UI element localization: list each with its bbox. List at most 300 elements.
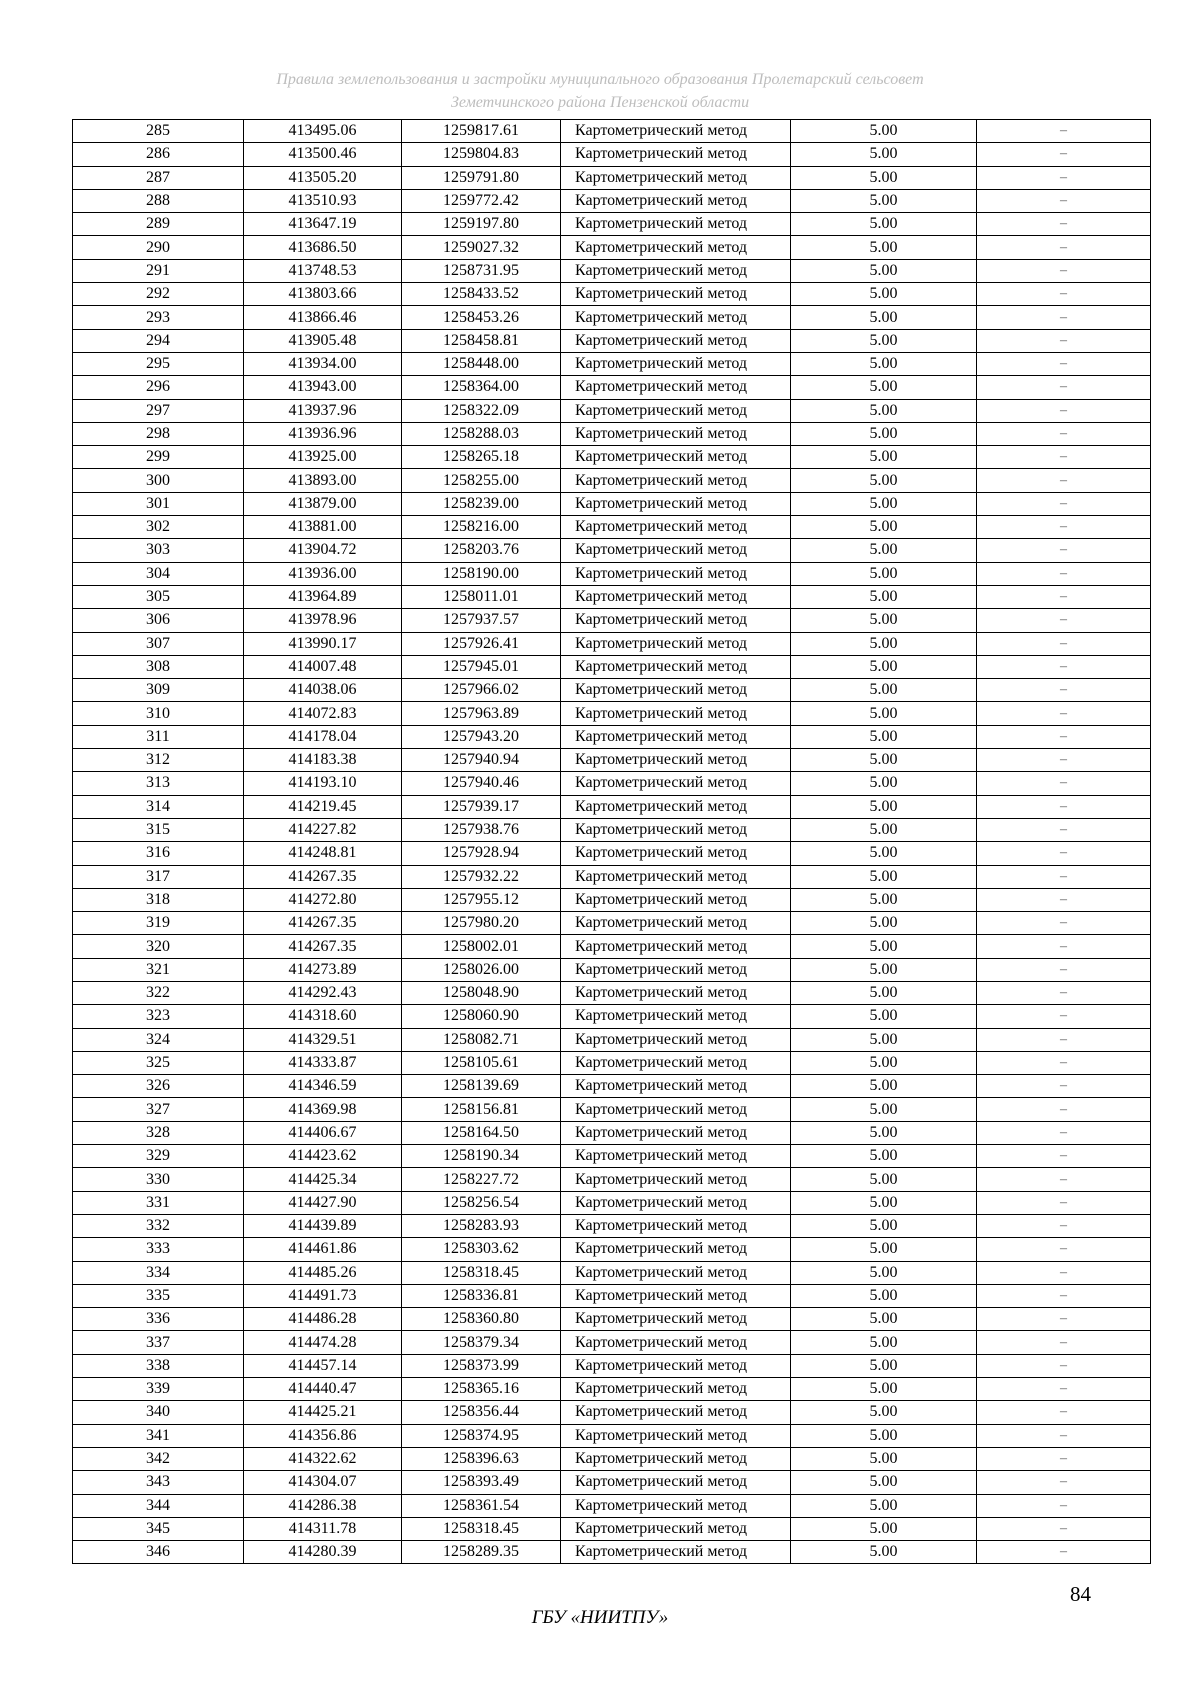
point-number-cell: 306 xyxy=(73,609,244,632)
x-coordinate-cell: 414292.43 xyxy=(244,981,402,1004)
table-row xyxy=(73,1284,1151,1307)
note-cell: – xyxy=(977,1168,1151,1191)
point-number-cell: 300 xyxy=(73,469,244,492)
x-coordinate-cell: 413937.96 xyxy=(244,399,402,422)
point-number-cell: 318 xyxy=(73,888,244,911)
point-number-cell: 322 xyxy=(73,981,244,1004)
y-coordinate-cell: 1259027.32 xyxy=(402,236,561,259)
accuracy-cell: 5.00 xyxy=(791,818,977,841)
table-row xyxy=(73,1238,1151,1261)
accuracy-cell: 5.00 xyxy=(791,981,977,1004)
accuracy-cell: 5.00 xyxy=(791,492,977,515)
method-cell: Картометрический метод xyxy=(561,1517,791,1540)
x-coordinate-cell: 414333.87 xyxy=(244,1051,402,1074)
note-cell: – xyxy=(977,120,1151,143)
note-cell: – xyxy=(977,469,1151,492)
accuracy-cell: 5.00 xyxy=(791,236,977,259)
method-cell: Картометрический метод xyxy=(561,1098,791,1121)
accuracy-cell: 5.00 xyxy=(791,259,977,282)
y-coordinate-cell: 1258448.00 xyxy=(402,352,561,375)
x-coordinate-cell: 414346.59 xyxy=(244,1075,402,1098)
y-coordinate-cell: 1258283.93 xyxy=(402,1214,561,1237)
method-cell: Картометрический метод xyxy=(561,1075,791,1098)
table-row xyxy=(73,1471,1151,1494)
table-row xyxy=(73,888,1151,911)
accuracy-cell: 5.00 xyxy=(791,1028,977,1051)
accuracy-cell: 5.00 xyxy=(791,1541,977,1564)
table-row xyxy=(73,1424,1151,1447)
accuracy-cell: 5.00 xyxy=(791,562,977,585)
x-coordinate-cell: 414072.83 xyxy=(244,702,402,725)
note-cell: – xyxy=(977,422,1151,445)
method-cell: Картометрический метод xyxy=(561,516,791,539)
point-number-cell: 296 xyxy=(73,376,244,399)
note-cell: – xyxy=(977,1284,1151,1307)
method-cell: Картометрический метод xyxy=(561,213,791,236)
accuracy-cell: 5.00 xyxy=(791,1424,977,1447)
note-cell: – xyxy=(977,981,1151,1004)
note-cell: – xyxy=(977,1145,1151,1168)
x-coordinate-cell: 413978.96 xyxy=(244,609,402,632)
note-cell: – xyxy=(977,1471,1151,1494)
y-coordinate-cell: 1259772.42 xyxy=(402,189,561,212)
y-coordinate-cell: 1258322.09 xyxy=(402,399,561,422)
table-row xyxy=(73,1075,1151,1098)
note-cell: – xyxy=(977,376,1151,399)
x-coordinate-cell: 414311.78 xyxy=(244,1517,402,1540)
accuracy-cell: 5.00 xyxy=(791,1214,977,1237)
table-row xyxy=(73,1214,1151,1237)
method-cell: Картометрический метод xyxy=(561,492,791,515)
x-coordinate-cell: 414461.86 xyxy=(244,1238,402,1261)
y-coordinate-cell: 1258379.34 xyxy=(402,1331,561,1354)
x-coordinate-cell: 414457.14 xyxy=(244,1354,402,1377)
y-coordinate-cell: 1258458.81 xyxy=(402,329,561,352)
method-cell: Картометрический метод xyxy=(561,935,791,958)
y-coordinate-cell: 1258361.54 xyxy=(402,1494,561,1517)
method-cell: Картометрический метод xyxy=(561,329,791,352)
page-header xyxy=(0,68,1200,114)
note-cell: – xyxy=(977,1191,1151,1214)
point-number-cell: 288 xyxy=(73,189,244,212)
table-row xyxy=(73,352,1151,375)
accuracy-cell: 5.00 xyxy=(791,539,977,562)
method-cell: Картометрический метод xyxy=(561,795,791,818)
accuracy-cell: 5.00 xyxy=(791,1075,977,1098)
y-coordinate-cell: 1258239.00 xyxy=(402,492,561,515)
method-cell: Картометрический метод xyxy=(561,189,791,212)
point-number-cell: 297 xyxy=(73,399,244,422)
table-row xyxy=(73,469,1151,492)
x-coordinate-cell: 414007.48 xyxy=(244,655,402,678)
y-coordinate-cell: 1258396.63 xyxy=(402,1447,561,1470)
y-coordinate-cell: 1258255.00 xyxy=(402,469,561,492)
accuracy-cell: 5.00 xyxy=(791,1401,977,1424)
x-coordinate-cell: 414427.90 xyxy=(244,1191,402,1214)
y-coordinate-cell: 1257943.20 xyxy=(402,725,561,748)
accuracy-cell: 5.00 xyxy=(791,1471,977,1494)
point-number-cell: 346 xyxy=(73,1541,244,1564)
method-cell: Картометрический метод xyxy=(561,1214,791,1237)
y-coordinate-cell: 1257928.94 xyxy=(402,842,561,865)
table-row xyxy=(73,1191,1151,1214)
point-number-cell: 340 xyxy=(73,1401,244,1424)
x-coordinate-cell: 414267.35 xyxy=(244,912,402,935)
x-coordinate-cell: 413510.93 xyxy=(244,189,402,212)
method-cell: Картометрический метод xyxy=(561,562,791,585)
method-cell: Картометрический метод xyxy=(561,702,791,725)
point-number-cell: 316 xyxy=(73,842,244,865)
y-coordinate-cell: 1258002.01 xyxy=(402,935,561,958)
method-cell: Картометрический метод xyxy=(561,585,791,608)
x-coordinate-cell: 414322.62 xyxy=(244,1447,402,1470)
y-coordinate-cell: 1258731.95 xyxy=(402,259,561,282)
method-cell: Картометрический метод xyxy=(561,1308,791,1331)
method-cell: Картометрический метод xyxy=(561,842,791,865)
table-row xyxy=(73,1517,1151,1540)
accuracy-cell: 5.00 xyxy=(791,352,977,375)
y-coordinate-cell: 1258356.44 xyxy=(402,1401,561,1424)
method-cell: Картометрический метод xyxy=(561,1145,791,1168)
method-cell: Картометрический метод xyxy=(561,1331,791,1354)
accuracy-cell: 5.00 xyxy=(791,1261,977,1284)
method-cell: Картометрический метод xyxy=(561,376,791,399)
table-row xyxy=(73,725,1151,748)
accuracy-cell: 5.00 xyxy=(791,725,977,748)
accuracy-cell: 5.00 xyxy=(791,1331,977,1354)
x-coordinate-cell: 414485.26 xyxy=(244,1261,402,1284)
point-number-cell: 326 xyxy=(73,1075,244,1098)
note-cell: – xyxy=(977,1121,1151,1144)
note-cell: – xyxy=(977,562,1151,585)
note-cell: – xyxy=(977,1401,1151,1424)
x-coordinate-cell: 413500.46 xyxy=(244,143,402,166)
table-row xyxy=(73,516,1151,539)
y-coordinate-cell: 1257937.57 xyxy=(402,609,561,632)
x-coordinate-cell: 414273.89 xyxy=(244,958,402,981)
note-cell: – xyxy=(977,166,1151,189)
accuracy-cell: 5.00 xyxy=(791,1051,977,1074)
table-row xyxy=(73,1028,1151,1051)
table-row xyxy=(73,1378,1151,1401)
point-number-cell: 345 xyxy=(73,1517,244,1540)
method-cell: Картометрический метод xyxy=(561,1471,791,1494)
accuracy-cell: 5.00 xyxy=(791,655,977,678)
x-coordinate-cell: 414423.62 xyxy=(244,1145,402,1168)
accuracy-cell: 5.00 xyxy=(791,166,977,189)
y-coordinate-cell: 1257932.22 xyxy=(402,865,561,888)
table-row xyxy=(73,1121,1151,1144)
note-cell: – xyxy=(977,585,1151,608)
method-cell: Картометрический метод xyxy=(561,1494,791,1517)
point-number-cell: 289 xyxy=(73,213,244,236)
y-coordinate-cell: 1257966.02 xyxy=(402,679,561,702)
point-number-cell: 333 xyxy=(73,1238,244,1261)
point-number-cell: 301 xyxy=(73,492,244,515)
method-cell: Картометрический метод xyxy=(561,352,791,375)
accuracy-cell: 5.00 xyxy=(791,143,977,166)
method-cell: Картометрический метод xyxy=(561,166,791,189)
x-coordinate-cell: 413748.53 xyxy=(244,259,402,282)
y-coordinate-cell: 1257938.76 xyxy=(402,818,561,841)
point-number-cell: 325 xyxy=(73,1051,244,1074)
accuracy-cell: 5.00 xyxy=(791,516,977,539)
note-cell: – xyxy=(977,772,1151,795)
accuracy-cell: 5.00 xyxy=(791,1517,977,1540)
accuracy-cell: 5.00 xyxy=(791,1447,977,1470)
page-footer: ГБУ «НИИТПУ» xyxy=(531,1607,669,1628)
method-cell: Картометрический метод xyxy=(561,143,791,166)
note-cell: – xyxy=(977,749,1151,772)
point-number-cell: 315 xyxy=(73,818,244,841)
table-row xyxy=(73,236,1151,259)
note-cell: – xyxy=(977,1098,1151,1121)
method-cell: Картометрический метод xyxy=(561,981,791,1004)
y-coordinate-cell: 1258156.81 xyxy=(402,1098,561,1121)
point-number-cell: 327 xyxy=(73,1098,244,1121)
x-coordinate-cell: 413866.46 xyxy=(244,306,402,329)
y-coordinate-cell: 1258360.80 xyxy=(402,1308,561,1331)
table-row xyxy=(73,259,1151,282)
table-row xyxy=(73,189,1151,212)
table-row xyxy=(73,1005,1151,1028)
point-number-cell: 286 xyxy=(73,143,244,166)
accuracy-cell: 5.00 xyxy=(791,446,977,469)
accuracy-cell: 5.00 xyxy=(791,632,977,655)
table-row xyxy=(73,143,1151,166)
y-coordinate-cell: 1258026.00 xyxy=(402,958,561,981)
x-coordinate-cell: 414491.73 xyxy=(244,1284,402,1307)
note-cell: – xyxy=(977,1541,1151,1564)
accuracy-cell: 5.00 xyxy=(791,912,977,935)
x-coordinate-cell: 414486.28 xyxy=(244,1308,402,1331)
point-number-cell: 294 xyxy=(73,329,244,352)
header-line-2: Земетчинского района Пензенской области xyxy=(450,94,750,111)
table-row xyxy=(73,1331,1151,1354)
accuracy-cell: 5.00 xyxy=(791,702,977,725)
accuracy-cell: 5.00 xyxy=(791,329,977,352)
table-row xyxy=(73,492,1151,515)
point-number-cell: 303 xyxy=(73,539,244,562)
table-row xyxy=(73,1401,1151,1424)
x-coordinate-cell: 414369.98 xyxy=(244,1098,402,1121)
point-number-cell: 310 xyxy=(73,702,244,725)
x-coordinate-cell: 413686.50 xyxy=(244,236,402,259)
note-cell: – xyxy=(977,655,1151,678)
note-cell: – xyxy=(977,1075,1151,1098)
table-row xyxy=(73,1098,1151,1121)
accuracy-cell: 5.00 xyxy=(791,888,977,911)
table-row xyxy=(73,679,1151,702)
note-cell: – xyxy=(977,1447,1151,1470)
y-coordinate-cell: 1257980.20 xyxy=(402,912,561,935)
point-number-cell: 321 xyxy=(73,958,244,981)
table-row xyxy=(73,562,1151,585)
table-row xyxy=(73,632,1151,655)
table-row xyxy=(73,422,1151,445)
note-cell: – xyxy=(977,539,1151,562)
note-cell: – xyxy=(977,492,1151,515)
note-cell: – xyxy=(977,865,1151,888)
y-coordinate-cell: 1258288.03 xyxy=(402,422,561,445)
x-coordinate-cell: 413905.48 xyxy=(244,329,402,352)
point-number-cell: 334 xyxy=(73,1261,244,1284)
point-number-cell: 291 xyxy=(73,259,244,282)
table-row xyxy=(73,446,1151,469)
x-coordinate-cell: 414219.45 xyxy=(244,795,402,818)
coordinates-table-body xyxy=(73,120,1151,1564)
y-coordinate-cell: 1258203.76 xyxy=(402,539,561,562)
accuracy-cell: 5.00 xyxy=(791,306,977,329)
x-coordinate-cell: 414280.39 xyxy=(244,1541,402,1564)
y-coordinate-cell: 1258139.69 xyxy=(402,1075,561,1098)
method-cell: Картометрический метод xyxy=(561,1284,791,1307)
y-coordinate-cell: 1258453.26 xyxy=(402,306,561,329)
x-coordinate-cell: 414183.38 xyxy=(244,749,402,772)
y-coordinate-cell: 1258164.50 xyxy=(402,1121,561,1144)
y-coordinate-cell: 1259804.83 xyxy=(402,143,561,166)
note-cell: – xyxy=(977,632,1151,655)
table-row xyxy=(73,1168,1151,1191)
point-number-cell: 304 xyxy=(73,562,244,585)
table-row xyxy=(73,912,1151,935)
method-cell: Картометрический метод xyxy=(561,725,791,748)
point-number-cell: 305 xyxy=(73,585,244,608)
x-coordinate-cell: 413934.00 xyxy=(244,352,402,375)
accuracy-cell: 5.00 xyxy=(791,1098,977,1121)
point-number-cell: 337 xyxy=(73,1331,244,1354)
method-cell: Картометрический метод xyxy=(561,469,791,492)
note-cell: – xyxy=(977,236,1151,259)
method-cell: Картометрический метод xyxy=(561,655,791,678)
method-cell: Картометрический метод xyxy=(561,446,791,469)
accuracy-cell: 5.00 xyxy=(791,1005,977,1028)
x-coordinate-cell: 414356.86 xyxy=(244,1424,402,1447)
note-cell: – xyxy=(977,1331,1151,1354)
method-cell: Картометрический метод xyxy=(561,958,791,981)
y-coordinate-cell: 1258336.81 xyxy=(402,1284,561,1307)
x-coordinate-cell: 413647.19 xyxy=(244,213,402,236)
point-number-cell: 323 xyxy=(73,1005,244,1028)
point-number-cell: 313 xyxy=(73,772,244,795)
x-coordinate-cell: 413964.89 xyxy=(244,585,402,608)
note-cell: – xyxy=(977,1378,1151,1401)
accuracy-cell: 5.00 xyxy=(791,1145,977,1168)
y-coordinate-cell: 1258048.90 xyxy=(402,981,561,1004)
method-cell: Картометрический метод xyxy=(561,1261,791,1284)
point-number-cell: 309 xyxy=(73,679,244,702)
table-row xyxy=(73,795,1151,818)
y-coordinate-cell: 1257940.94 xyxy=(402,749,561,772)
y-coordinate-cell: 1257955.12 xyxy=(402,888,561,911)
note-cell: – xyxy=(977,143,1151,166)
x-coordinate-cell: 414425.34 xyxy=(244,1168,402,1191)
point-number-cell: 320 xyxy=(73,935,244,958)
x-coordinate-cell: 413505.20 xyxy=(244,166,402,189)
point-number-cell: 341 xyxy=(73,1424,244,1447)
table-row xyxy=(73,935,1151,958)
y-coordinate-cell: 1258011.01 xyxy=(402,585,561,608)
y-coordinate-cell: 1258082.71 xyxy=(402,1028,561,1051)
y-coordinate-cell: 1257939.17 xyxy=(402,795,561,818)
accuracy-cell: 5.00 xyxy=(791,1191,977,1214)
method-cell: Картометрический метод xyxy=(561,818,791,841)
method-cell: Картометрический метод xyxy=(561,306,791,329)
note-cell: – xyxy=(977,1028,1151,1051)
note-cell: – xyxy=(977,795,1151,818)
x-coordinate-cell: 413881.00 xyxy=(244,516,402,539)
method-cell: Картометрический метод xyxy=(561,120,791,143)
method-cell: Картометрический метод xyxy=(561,1238,791,1261)
x-coordinate-cell: 413925.00 xyxy=(244,446,402,469)
method-cell: Картометрический метод xyxy=(561,1401,791,1424)
accuracy-cell: 5.00 xyxy=(791,609,977,632)
note-cell: – xyxy=(977,679,1151,702)
table-row xyxy=(73,213,1151,236)
y-coordinate-cell: 1258433.52 xyxy=(402,283,561,306)
x-coordinate-cell: 414329.51 xyxy=(244,1028,402,1051)
x-coordinate-cell: 414474.28 xyxy=(244,1331,402,1354)
x-coordinate-cell: 414178.04 xyxy=(244,725,402,748)
x-coordinate-cell: 413879.00 xyxy=(244,492,402,515)
method-cell: Картометрический метод xyxy=(561,1424,791,1447)
table-row xyxy=(73,865,1151,888)
table-row xyxy=(73,1145,1151,1168)
table-row xyxy=(73,1541,1151,1564)
accuracy-cell: 5.00 xyxy=(791,213,977,236)
accuracy-cell: 5.00 xyxy=(791,1238,977,1261)
method-cell: Картометрический метод xyxy=(561,1541,791,1564)
note-cell: – xyxy=(977,213,1151,236)
accuracy-cell: 5.00 xyxy=(791,120,977,143)
table-row xyxy=(73,702,1151,725)
method-cell: Картометрический метод xyxy=(561,422,791,445)
accuracy-cell: 5.00 xyxy=(791,749,977,772)
note-cell: – xyxy=(977,609,1151,632)
accuracy-cell: 5.00 xyxy=(791,1284,977,1307)
point-number-cell: 336 xyxy=(73,1308,244,1331)
table-row xyxy=(73,1494,1151,1517)
note-cell: – xyxy=(977,958,1151,981)
x-coordinate-cell: 413495.06 xyxy=(244,120,402,143)
method-cell: Картометрический метод xyxy=(561,609,791,632)
y-coordinate-cell: 1259817.61 xyxy=(402,120,561,143)
x-coordinate-cell: 413893.00 xyxy=(244,469,402,492)
x-coordinate-cell: 414267.35 xyxy=(244,935,402,958)
point-number-cell: 285 xyxy=(73,120,244,143)
header-line-1: Правила землепользования и застройки муниципального образования Пролетарский сельсовет xyxy=(276,71,924,88)
y-coordinate-cell: 1258318.45 xyxy=(402,1517,561,1540)
note-cell: – xyxy=(977,1214,1151,1237)
note-cell: – xyxy=(977,189,1151,212)
point-number-cell: 319 xyxy=(73,912,244,935)
table-row xyxy=(73,120,1151,143)
table-row xyxy=(73,981,1151,1004)
method-cell: Картометрический метод xyxy=(561,1121,791,1144)
table-row xyxy=(73,399,1151,422)
point-number-cell: 287 xyxy=(73,166,244,189)
accuracy-cell: 5.00 xyxy=(791,935,977,958)
table-row xyxy=(73,166,1151,189)
table-row xyxy=(73,655,1151,678)
note-cell: – xyxy=(977,818,1151,841)
table-row xyxy=(73,1051,1151,1074)
x-coordinate-cell: 413936.00 xyxy=(244,562,402,585)
point-number-cell: 332 xyxy=(73,1214,244,1237)
point-number-cell: 293 xyxy=(73,306,244,329)
note-cell: – xyxy=(977,306,1151,329)
method-cell: Картометрический метод xyxy=(561,912,791,935)
